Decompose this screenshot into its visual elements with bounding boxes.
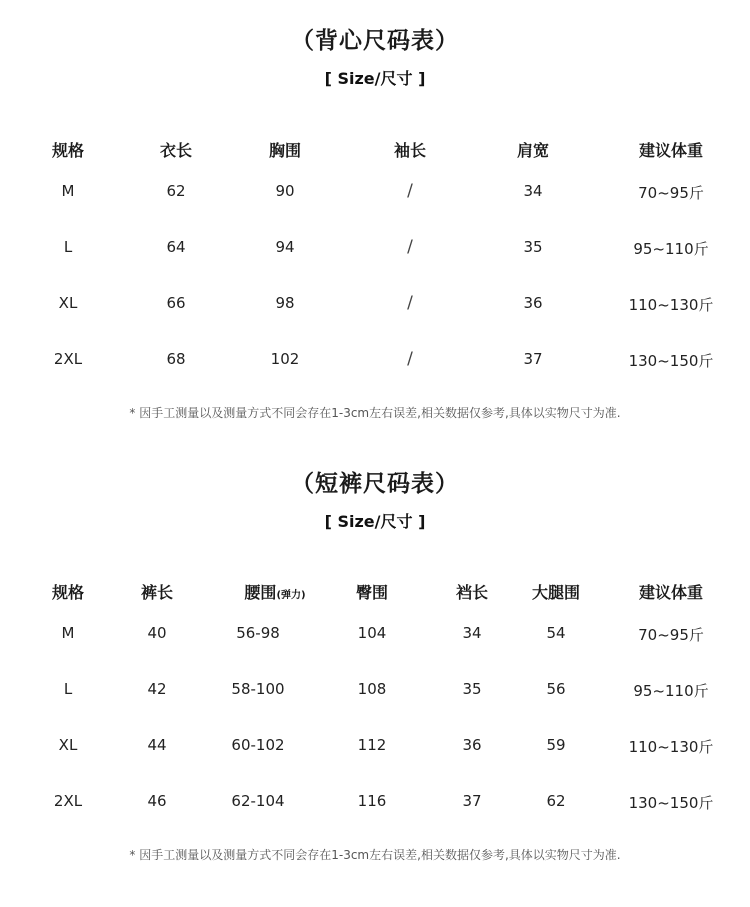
waist-elastic-note: (弹力) [276, 590, 306, 601]
vest-cell-shoulder: 36 [523, 294, 543, 312]
shorts-header-length: 裤长 [140, 583, 174, 602]
shorts-cell-size: L [63, 680, 73, 698]
shorts-header-thigh: 大腿围 [531, 583, 581, 602]
vest-header-length: 衣长 [159, 141, 193, 160]
shorts-cell-length: 42 [147, 680, 167, 698]
shorts-cell-size: M [61, 624, 75, 642]
vest-header-size: 规格 [51, 141, 85, 160]
vest-cell-length: 68 [166, 350, 186, 368]
shorts-header-size: 规格 [51, 583, 85, 602]
shorts-cell-rise: 35 [462, 680, 482, 698]
shorts-cell-length: 40 [147, 624, 167, 642]
shorts-header-rise: 裆长 [455, 583, 489, 602]
vest-cell-length: 64 [166, 238, 186, 256]
vest-cell-chest: 98 [275, 294, 295, 312]
shorts-cell-weight: 110~130斤 [628, 738, 714, 756]
vest-cell-size: 2XL [53, 350, 83, 368]
shorts-table-title: （短裤尺码表） [291, 471, 459, 497]
shorts-cell-rise: 37 [462, 792, 482, 810]
vest-measurement-note: * 因手工测量以及测量方式不同会存在1-3cm左右误差,相关数据仅参考,具体以实物尺寸为准. [129, 406, 621, 420]
shorts-cell-weight: 95~110斤 [633, 682, 709, 700]
shorts-cell-hip: 104 [357, 624, 387, 642]
shorts-cell-size: 2XL [53, 792, 83, 810]
shorts-cell-thigh: 62 [546, 792, 566, 810]
shorts-measurement-note: * 因手工测量以及测量方式不同会存在1-3cm左右误差,相关数据仅参考,具体以实物尺寸为准. [129, 848, 621, 862]
vest-cell-chest: 90 [275, 182, 295, 200]
shorts-cell-weight: 70~95斤 [638, 626, 704, 644]
shorts-cell-size: XL [58, 736, 78, 754]
vest-cell-size: M [61, 182, 75, 200]
vest-cell-weight: 95~110斤 [633, 240, 709, 258]
shorts-cell-hip: 112 [357, 736, 387, 754]
shorts-cell-waist: 60-102 [231, 736, 285, 754]
vest-cell-size: L [63, 238, 73, 256]
vest-header-weight: 建议体重 [638, 141, 704, 160]
shorts-cell-rise: 34 [462, 624, 482, 642]
shorts-cell-weight: 130~150斤 [628, 794, 714, 812]
vest-cell-shoulder: 35 [523, 238, 543, 256]
vest-cell-sleeve: / [407, 349, 413, 369]
vest-cell-chest: 102 [270, 350, 300, 368]
shorts-cell-rise: 36 [462, 736, 482, 754]
shorts-cell-thigh: 56 [546, 680, 566, 698]
shorts-header-weight: 建议体重 [638, 583, 704, 602]
vest-cell-length: 66 [166, 294, 186, 312]
vest-cell-size: XL [58, 294, 78, 312]
vest-cell-length: 62 [166, 182, 186, 200]
vest-cell-sleeve: / [407, 181, 413, 201]
vest-cell-shoulder: 37 [523, 350, 543, 368]
vest-table-title: （背心尺码表） [291, 28, 459, 54]
shorts-table-subtitle: [ Size/尺寸 ] [324, 512, 426, 531]
vest-cell-weight: 130~150斤 [628, 352, 714, 370]
shorts-cell-thigh: 59 [546, 736, 566, 754]
vest-header-sleeve: 袖长 [393, 141, 427, 160]
shorts-cell-hip: 108 [357, 680, 387, 698]
shorts-header-hip: 臀围 [355, 583, 389, 602]
shorts-cell-hip: 116 [357, 792, 387, 810]
shorts-cell-waist: 62-104 [231, 792, 285, 810]
shorts-cell-length: 46 [147, 792, 167, 810]
vest-cell-shoulder: 34 [523, 182, 543, 200]
vest-cell-chest: 94 [275, 238, 295, 256]
shorts-cell-thigh: 54 [546, 624, 566, 642]
shorts-header-waist: 腰围(弹力) [244, 583, 306, 602]
shorts-cell-length: 44 [147, 736, 167, 754]
vest-header-shoulder: 肩宽 [516, 141, 550, 160]
vest-cell-sleeve: / [407, 293, 413, 313]
vest-table-subtitle: [ Size/尺寸 ] [324, 69, 426, 88]
shorts-cell-waist: 58-100 [231, 680, 285, 698]
vest-cell-weight: 110~130斤 [628, 296, 714, 314]
vest-header-chest: 胸围 [268, 141, 302, 160]
shorts-cell-waist: 56-98 [236, 624, 280, 642]
vest-cell-sleeve: / [407, 237, 413, 257]
vest-cell-weight: 70~95斤 [638, 184, 704, 202]
